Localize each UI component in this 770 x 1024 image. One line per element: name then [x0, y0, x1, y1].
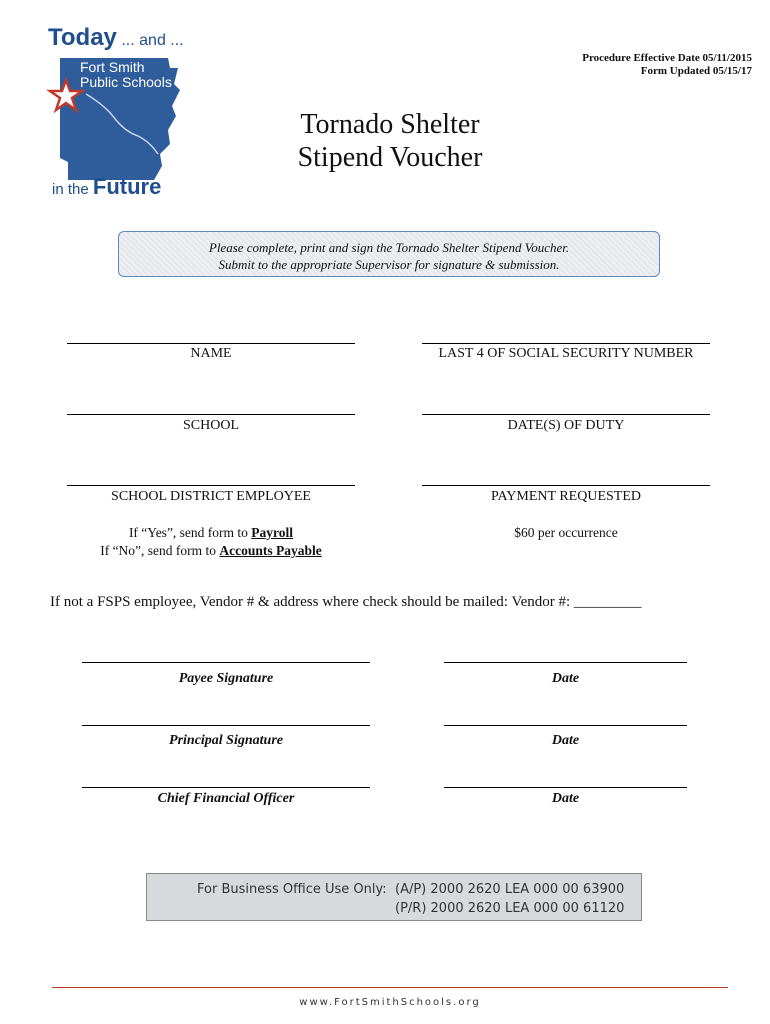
logo-today [48, 24, 184, 52]
payee-date-label: Date [551, 671, 580, 686]
payment-rate: $60 per occurrence [514, 525, 618, 540]
payment-field[interactable] [422, 485, 710, 486]
title-line1: Tornado Shelter [300, 109, 480, 140]
payee-signature-label: Payee Signature [178, 671, 274, 686]
employee-label: SCHOOL DISTRICT EMPLOYEE [111, 489, 311, 504]
page-title [0, 108, 770, 174]
business-office-label: For Business Office Use Only: [197, 882, 387, 897]
routing-no [67, 542, 355, 560]
cfo-signature-field[interactable] [82, 787, 370, 788]
notice-line1: Please complete, print and sign the Tornado Shelter Stipend Voucher. [208, 240, 570, 255]
logo-school-name [80, 60, 172, 90]
ssn-label: LAST 4 OF SOCIAL SECURITY NUMBER [438, 346, 694, 361]
accounts-payable-destination: Accounts Payable [219, 543, 322, 558]
principal-signature-label: Principal Signature [169, 733, 283, 748]
procedure-effective-date: Procedure Effective Date 05/11/2015 [582, 52, 752, 64]
ssn-field[interactable] [422, 343, 710, 344]
name-label: NAME [190, 346, 232, 361]
principal-date-field[interactable] [444, 725, 687, 726]
logo-today-word: Today [48, 24, 117, 51]
routing-no-text: If “No”, send form to [100, 543, 220, 558]
payee-date-field[interactable] [444, 662, 687, 663]
footer-website: www.FortSmithSchools.org [299, 997, 481, 1008]
logo-and-word: ... and ... [121, 32, 184, 49]
ap-account-code: (A/P) 2000 2620 LEA 000 00 63900 [395, 882, 625, 897]
principal-signature-field[interactable] [82, 725, 370, 726]
logo-in-the: in the [52, 181, 93, 198]
pr-account-code: (P/R) 2000 2620 LEA 000 00 61120 [395, 901, 625, 916]
payee-signature-field[interactable] [82, 662, 370, 663]
principal-date-label: Date [551, 733, 580, 748]
logo-school-line2: Public Schools [80, 74, 172, 90]
routing-yes-text: If “Yes”, send form to [128, 525, 252, 540]
business-office-box [146, 873, 642, 921]
name-field[interactable] [67, 343, 355, 344]
school-label: SCHOOL [182, 418, 239, 433]
footer-divider [52, 987, 728, 988]
form-updated-date: Form Updated 05/15/17 [640, 65, 752, 77]
routing-instructions [67, 524, 355, 560]
employee-field[interactable] [67, 485, 355, 486]
logo-school-line1: Fort Smith [80, 59, 145, 75]
title-line2: Stipend Voucher [297, 142, 483, 173]
routing-yes [67, 524, 355, 542]
dates-of-duty-label: DATE(S) OF DUTY [507, 418, 625, 433]
procedure-info [582, 52, 752, 78]
vendor-instructions: If not a FSPS employee, Vendor # & address where check should be mailed: Vendor #: _________ [50, 594, 642, 610]
payment-label: PAYMENT REQUESTED [490, 489, 641, 504]
logo-future-word: Future [92, 174, 162, 199]
school-field[interactable] [67, 414, 355, 415]
dates-of-duty-field[interactable] [422, 414, 710, 415]
payroll-destination: Payroll [251, 525, 294, 540]
cfo-date-field[interactable] [444, 787, 687, 788]
cfo-date-label: Date [551, 791, 580, 806]
instructions-notice [118, 231, 660, 277]
logo-future [52, 174, 161, 200]
notice-line2: Submit to the appropriate Supervisor for signature & submission. [218, 257, 560, 272]
cfo-signature-label: Chief Financial Officer [157, 791, 295, 806]
